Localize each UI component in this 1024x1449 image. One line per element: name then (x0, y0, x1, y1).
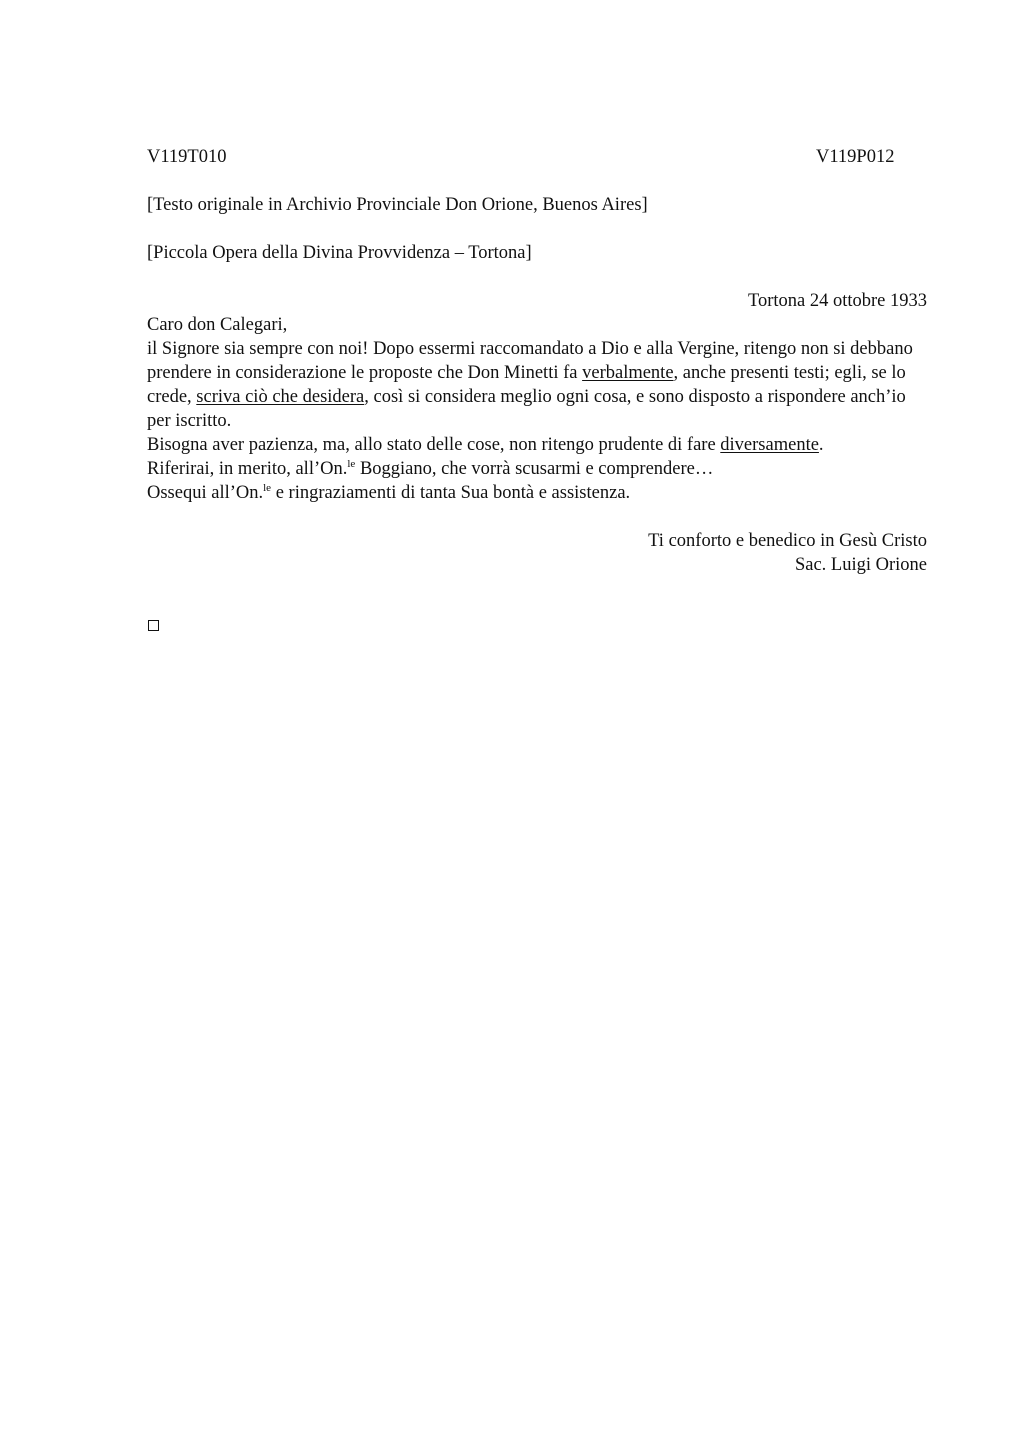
underlined-scriva: scriva ciò che desidera (196, 387, 365, 407)
document-code-left: V119T010 (147, 147, 227, 167)
letter-page (147, 145, 927, 577)
paragraph-1 (147, 337, 927, 433)
paragraph-3 (147, 457, 927, 481)
archive-note: [Testo originale in Archivio Provinciale Don Orione, Buenos Aires] (147, 195, 648, 215)
paragraph-4-text-b: e ringraziamenti di tanta Sua bontà e assistenza. (271, 483, 631, 503)
paragraph-4-text-a: Ossequi all’On. (147, 483, 264, 503)
paragraph-3-text-b: Boggiano, che vorrà scusarmi e comprendere… (355, 459, 714, 479)
letter-body (147, 313, 927, 505)
paragraph-1-text-a: il Signore sia sempre con noi! Dopo essermi raccomandato a Dio e alla Vergine, ritengo non si debbano prendere in considerazione le proposte che Don Minetti fa (147, 339, 913, 383)
closing-blessing: Ti conforto e benedico in Gesù Cristo (648, 531, 927, 551)
letterhead-note: [Piccola Opera della Divina Provvidenza – Tortona] (147, 243, 532, 263)
superscript-le-2: le (263, 482, 272, 494)
paragraph-4 (147, 481, 927, 505)
paragraph-2 (147, 433, 927, 457)
closing-block (147, 529, 927, 577)
paragraph-2-text-a: Bisogna aver pazienza, ma, allo stato delle cose, non ritengo prudente di fare (147, 435, 721, 455)
signature: Sac. Luigi Orione (794, 555, 927, 575)
underlined-verbalmente: verbalmente (582, 363, 674, 383)
paragraph-2-text-b: . (818, 435, 824, 455)
salutation: Caro don Calegari, (147, 315, 288, 335)
superscript-le-1: le (347, 458, 356, 470)
document-code-right: V119P012 (816, 147, 895, 167)
paragraph-1-text-b: , anche presenti testi; egli, se lo crede, (147, 363, 906, 407)
underlined-diversamente: diversamente (720, 435, 819, 455)
paragraph-1-text-c: , così si considera meglio ogni cosa, e sono disposto a rispondere anch’io per iscritto. (147, 387, 906, 431)
paragraph-3-text-a: Riferirai, in merito, all’On. (147, 459, 348, 479)
end-square-icon (148, 620, 159, 631)
letter-date: Tortona 24 ottobre 1933 (747, 291, 927, 311)
document-codes (147, 145, 927, 169)
